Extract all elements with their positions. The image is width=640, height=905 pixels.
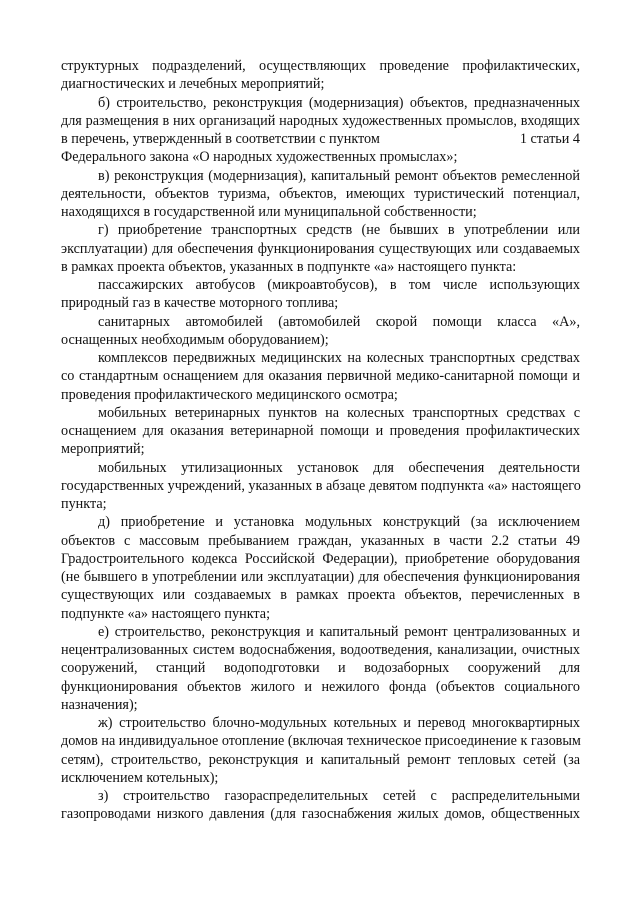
text-line: функционирования объектов жилого и нежилого фонда (объектов социального [61,678,580,695]
text-line: подпункте «а» настоящего пункта; [61,605,271,622]
text-line: пункта; [61,496,107,512]
text-line: г) приобретение транспортных средств (не бывших в употреблении или [98,222,580,239]
text-fragment: 1 статьи 4 [519,131,580,147]
text-line: диагностических и лечебных мероприятий; [61,76,325,93]
text-line: сетям), строительство, реконструкция и капитальный ремонт тепловых сетей (за [61,751,580,768]
text-fragment: в перечень, утвержденный в соответствии с пунктом [61,131,380,147]
text-line: домов на индивидуальное отопление (включая техническое присоединение к газовым [61,733,581,750]
text-line: существующих или создаваемых в рамках проекта объектов, перечисленных в [61,587,580,604]
text-line: б) строительство, реконструкция (модернизация) объектов, предназначенных [98,94,580,111]
text-line: деятельности, объектов туризма, объектов, имеющих туристический потенциал, [61,185,580,202]
text-line: нецентрализованных систем водоснабжения, водоотведения, канализации, очистных [61,642,580,658]
text-line: мероприятий; [61,441,145,458]
text-line: в рамках проекта объектов, указанных в подпункте «а» настоящего пункта: [61,258,517,275]
text-line: з) строительство газораспределительных сетей с распределительными [98,788,580,804]
text-line: природный газ в качестве моторного топлива; [61,295,339,312]
text-line: д) приобретение и установка модульных конструкций (за исключением [98,514,580,531]
text-line: в) реконструкция (модернизация), капитальный ремонт объектов ремесленной [98,167,580,184]
text-line: мобильных утилизационных установок для обеспечения деятельности [98,459,580,476]
text-line [61,130,580,148]
text-line: государственных учреждений, указанных в абзаце девятом подпункта «а» настоящего [61,477,581,494]
text-line: исключением котельных); [61,769,219,786]
text-line: сооружений, станций водоподготовки и водозаборных сооружений для [61,660,580,677]
text-line: санитарных автомобилей (автомобилей скорой помощи класса «А», [98,313,580,330]
text-line: пассажирских автобусов (микроавтобусов), в том числе использующих [98,277,580,293]
text-line: эксплуатации) для обеспечения функционирования существующих или создаваемых [61,240,580,257]
text-line: (не бывшего в употреблении или эксплуатации) для обеспечения функционирования [61,569,580,585]
text-line: структурных подразделений, осуществляющих проведение профилактических, [61,58,580,74]
text-line: мобильных ветеринарных пунктов на колесных транспортных средствах с [98,404,580,421]
text-line: оснащением для оказания ветеринарной помощи и проведения профилактических [61,423,580,439]
document-body [61,57,580,824]
text-line: ж) строительство блочно-модульных котельных и перевод многоквартирных [98,715,580,731]
text-line: комплексов передвижных медицинских на колесных транспортных средствах [98,350,580,366]
text-line: Федерального закона «О народных художественных промыслах»; [61,149,458,166]
text-line: е) строительство, реконструкция и капитальный ремонт централизованных и [98,623,580,640]
text-line: оснащенных необходимым оборудованием); [61,331,329,348]
text-line: проведения профилактического медицинского осмотра; [61,386,398,403]
text-line: для размещения в них организаций народных художественных промыслов, входящих [61,112,580,129]
text-line: находящихся в государственной или муниципальной собственности; [61,204,477,220]
text-line: газопроводами низкого давления (для газоснабжения жилых домов, общественных [61,806,580,823]
text-line: Градостроительного кодекса Российской Федерации), приобретение оборудования [61,550,580,567]
text-line: объектов с массовым пребыванием граждан, указанных в части 2.2 статьи 49 [61,532,580,549]
text-line: со стандартным оснащением для оказания первичной медико-санитарной помощи и [61,368,580,385]
text-line: назначения); [61,696,138,713]
